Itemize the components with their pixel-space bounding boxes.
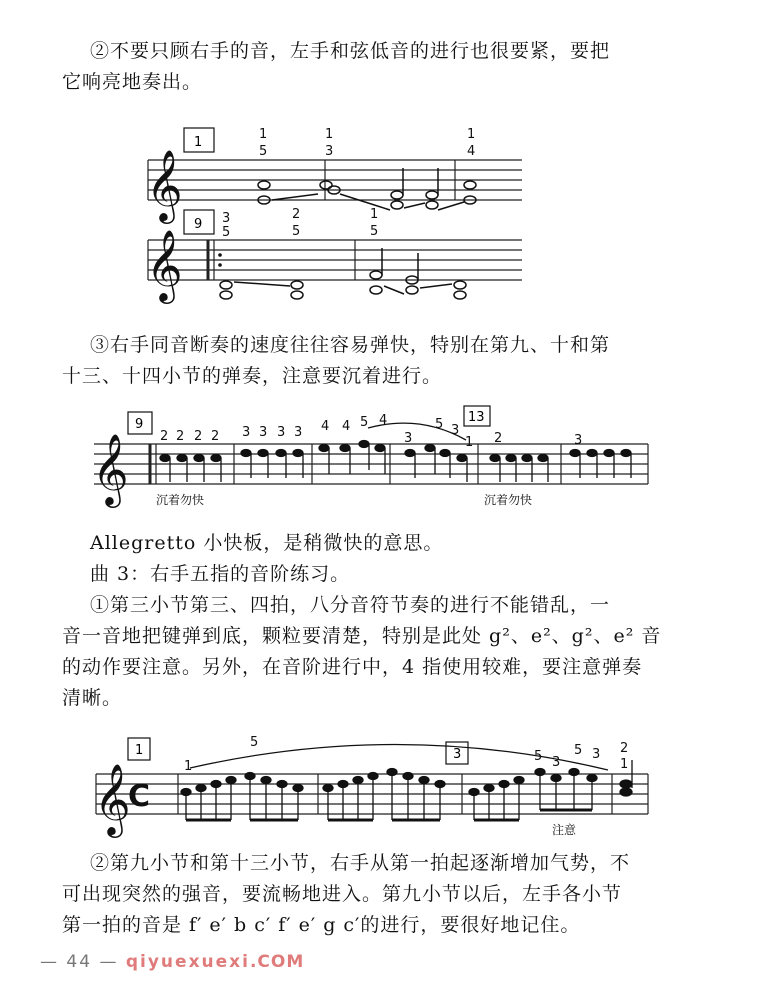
fingering: 5 (360, 415, 369, 430)
tempo-marking: 沉着勿快 (484, 493, 533, 507)
score2-measure-number-b: 13 (468, 410, 485, 425)
fingering: 2 (176, 429, 185, 444)
fingering: 3 (325, 144, 334, 159)
paragraph-2 (62, 330, 684, 392)
score2-notes (160, 441, 631, 483)
paragraph-4-line-1: ②第九小节和第十三小节，右手从第一拍起逐渐增加气势，不 (90, 852, 631, 874)
fingering: 4 (321, 419, 330, 434)
fingering: 3 (574, 433, 583, 448)
watermark-domain: .COM (249, 952, 305, 972)
attention-marking: 注意 (552, 823, 577, 837)
paragraph-1 (62, 36, 684, 98)
score-example-3 (0, 730, 772, 840)
treble-clef-icon: 𝄞 (146, 148, 183, 221)
fingering: 1 (465, 435, 474, 450)
fingering: 2 (494, 431, 503, 446)
fingering: 3 (451, 423, 460, 438)
paragraph-4-line-3: 第一拍的音是 f′ e′ b c′ f′ e′ g c′的进行，要很好地记住。 (62, 914, 581, 936)
paragraph-2-line-2: 十三、十四小节的弹奏，注意要沉着进行。 (62, 365, 443, 387)
fingering: 1 (467, 127, 476, 142)
time-signature: C (128, 779, 151, 814)
treble-clef-icon: 𝄞 (94, 762, 131, 835)
fingering: 5 (222, 225, 231, 240)
score1-lower-staff (148, 240, 522, 280)
score3-measure-number-b: 3 (453, 747, 462, 762)
fingering: 2 (292, 207, 301, 222)
fingering: 5 (250, 735, 259, 750)
paragraph-3-line-4: 音一音地把键弹到底，颗粒要清楚，特别是此处 g²、e²、g²、e² 音 (62, 625, 662, 647)
fingering: 5 (574, 743, 583, 758)
fingering: 2 (160, 429, 169, 444)
paragraph-2-line-1: ③右手同音断奏的速度往往容易弹快，特别在第九、十和第 (90, 334, 611, 356)
fingering: 3 (552, 755, 561, 770)
paragraph-3-line-5: 的动作要注意。另外，在音阶进行中，4 指使用较难，要注意弹奏 (62, 656, 643, 678)
score2-staff (94, 444, 648, 484)
fingering: 4 (342, 419, 351, 434)
paragraph-3 (62, 528, 684, 714)
fingering: 3 (222, 211, 231, 226)
paragraph-3-line-1: Allegretto 小快板，是稍微快的意思。 (90, 532, 444, 554)
page-number: — 44 — (40, 952, 119, 972)
fingering: 1 (184, 759, 193, 774)
paragraph-4-line-2: 可出现突然的强音，要流畅地进入。第九小节以后，左手各小节 (62, 883, 623, 905)
fingering: 5 (435, 417, 444, 432)
fingering: 2 (620, 741, 629, 756)
fingering: 1 (325, 127, 334, 142)
fingering: 5 (292, 224, 301, 239)
fingering: 3 (592, 747, 601, 762)
fingering: 5 (534, 749, 543, 764)
score1-upper-notes (258, 168, 476, 210)
treble-clef-icon: 𝄞 (92, 432, 129, 505)
tempo-marking: 沉着勿快 (156, 493, 205, 507)
paragraph-4 (62, 848, 684, 941)
repeat-dot-icon (218, 263, 222, 267)
score1-measure-number-b: 9 (194, 217, 203, 232)
fingering: 3 (294, 425, 303, 440)
score-example-2 (0, 400, 772, 520)
paragraph-1-line-1: ②不要只顾右手的音，左手和弦低音的进行也很要紧，要把 (90, 40, 611, 62)
fingering: 2 (211, 429, 220, 444)
paragraph-3-line-6: 清晰。 (62, 687, 123, 709)
paragraph-1-line-2: 它响亮地奏出。 (62, 71, 203, 93)
score2-measure-number-a: 9 (135, 417, 144, 432)
score3-measure-number-a: 1 (135, 743, 144, 758)
treble-clef-icon: 𝄞 (146, 228, 183, 301)
fingering: 1 (370, 207, 379, 222)
fingering: 3 (277, 425, 286, 440)
fingering: 3 (259, 425, 268, 440)
watermark-brand: qiyuexuexi (125, 952, 250, 972)
score3-notes (181, 760, 632, 820)
paragraph-3-line-3: ①第三小节第三、四拍，八分音符节奏的进行不能错乱，一 (90, 594, 611, 616)
fingering: 4 (467, 144, 476, 159)
score1-lower-notes (220, 248, 466, 299)
fingering: 2 (194, 429, 203, 444)
fingering: 1 (259, 127, 268, 142)
fingering: 5 (370, 224, 379, 239)
fingering: 5 (259, 144, 268, 159)
page-footer (40, 952, 304, 972)
fingering: 3 (242, 425, 251, 440)
score1-measure-number-a: 1 (194, 135, 203, 150)
paragraph-3-line-2: 曲 3：右手五指的音阶练习。 (90, 563, 351, 585)
score-example-1 (0, 118, 772, 318)
repeat-dot-icon (218, 253, 222, 257)
fingering: 4 (379, 413, 388, 428)
fingering: 3 (404, 431, 413, 446)
fingering: 1 (620, 757, 629, 772)
